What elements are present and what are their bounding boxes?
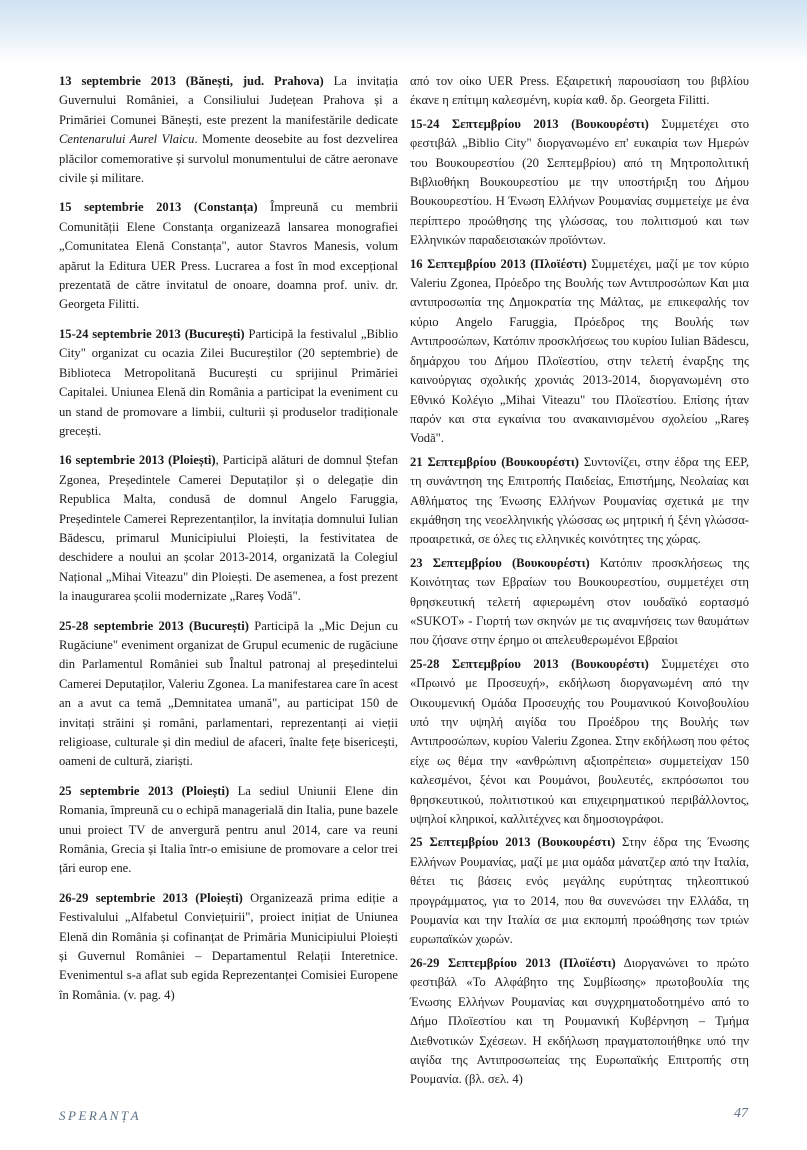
entry: [410, 554, 749, 651]
entry: [59, 72, 398, 188]
entry-date-heading: 25-28 Σεπτεμβρίου 2013 (Βουκουρέστι): [410, 656, 649, 671]
entry: [59, 782, 398, 879]
magazine-title: SPERANȚA: [59, 1108, 142, 1123]
romanian-column: [59, 72, 398, 1094]
entry-text: Συμμετέχει, μαζί με τον κύριο Valeriu Zgonea, Πρόεδρο της Βουλής των Αντιπροσώπων Και μια αντιπροσωπία της Δημοκρατία της Μάλτας, με επικεφαλής τον κύριο Angelo Faruggia, Πρόεδρος της Βουλής των Αντιπροσώπων, Κατόπιν προσκλήσεως του κυρίου Iulian Bădescu, δημάρχου του Δήμου Πλοϊεστίου, στην τελετή έναρξης της καινούργιας σχολικής χρονιάς 2013-2014, διοργανωμένη στο Εθνικό Κολέγιο „Mihai Viteazu" του Πλοϊεστίου. Επίσης ήταν παρόν και στα εγκαίνια του ανακαινισμένου σχολείου „Rareș Vodă".: [410, 256, 749, 446]
entry: [59, 617, 398, 772]
entry: [410, 954, 749, 1090]
entry: [410, 453, 749, 550]
entry-date-heading: 16 Σεπτεμβρίου 2013 (Πλοϊέστι): [410, 256, 587, 271]
entry-date-heading: 21 Σεπτεμβρίου (Βουκουρέστι): [410, 454, 579, 469]
entry-text: Συμμετέχει στο φεστιβάλ „Biblio City" διοργανωμένο επ' ευκαιρία των Ημερών του Βουκουρεστίου (20 Σεπτεμβρίου) από τη Μητροπολιτική Βιβλιοθήκη Βουκουρεστίου με την υποστήριξη του Δήμου Βουκουρεστίου. Η Ένωση Ελλήνων Ρουμανίας συμμετείχε με ένα περίπτερο προώθησης της γλώσσας, του πολιτισμού και των Ελληνικών παραδεισιακών προϊόντων.: [410, 116, 749, 248]
entry-text: Συμμετέχει στο «Πρωινό με Προσευχή», εκδήλωση διοργανωμένη από την Οικουμενική Ομάδα Προσευχής του Ρουμανικού Κοινοβουλίου υπό την υψηλή αιγίδα του Προέδρου της Βουλής των Αντιπροσώπων, κυρίου Valeriu Zgonea. Στην εκδήλωση που φέτος είχε ως θέμα την «ανθρώπινη αξιοπρέπεια» συμμετείχαν 150 καλεσμένοι, ξένοι και Ρουμάνοι, βουλευτές, εκπρόσωποι του θρησκευτικού, πολιτιστικού και επιχειρηματικού περιβάλλοντος, υψηλοί κληρικοί, καλλιτέχνες και δημοσιογράφοι.: [410, 656, 749, 827]
entry-text: . Momente deosebite au fost dezvelirea plăcilor comemorative și survolul monumentului de către aeronave civile și militare.: [59, 132, 398, 186]
entry-date-heading: 25 septembrie 2013 (Ploiești): [59, 783, 230, 798]
article-columns: [59, 72, 749, 1094]
entry: [410, 255, 749, 449]
page-number: 47: [734, 1106, 748, 1121]
entry-text: Participă la „Mic Dejun cu Rugăciune" eveniment organizat de Grupul ecumenic de rugăciune din Parlamentul României sub Înaltul patronaj al președintelui Camerei Deputaților, Valeriu Zgonea. La manifestarea care în acest an a avut ca temă „Demnitatea umană", au participat 150 de invitați străini și români, parlamentari, reprezentanți ai vieții religioase, culturale și din mediul de afaceri, înalte fețe bisericești, oameni de cultură, ziariști.: [59, 618, 398, 769]
entry-text: Στην έδρα της Ένωσης Ελλήνων Ρουμανίας, μαζί με μια ομάδα μάνατζερ από την Ιταλία, θέτει τις βάσεις ενός μεγάλης ευρύτητας τηλεοπτικού προγράμματος, για το 2014, που θα συνενώσει την Ελλάδα, τη Ρουμανία και την Ιταλία σε μια εκπομπή προώθησης των τριών ευρωπαϊκών χωρών.: [410, 835, 749, 947]
greek-column: [410, 72, 749, 1094]
entry-text: , Participă alături de domnul Ștefan Zgonea, Președintele Camerei Deputaților și o delegație din Republica Malta, condusă de domnul Angelo Faruggia, Președintele Camerei Reprezentanților, la invitația domnului Iulian Bădescu, primarul Municipiului Ploiești, la festivitatea de deschidere a noului an școlar 2013-2014, organizată la Colegiul Național „Mihai Viteazu" din Ploiești. De asemenea, a fost prezent la inaugurarea școlii modernizate „Rareș Vodă".: [59, 453, 398, 604]
entry: [59, 198, 398, 314]
entry: [59, 889, 398, 1005]
entry-date-heading: 13 septembrie 2013 (Bănești, jud. Prahova): [59, 74, 324, 88]
entry: [59, 451, 398, 606]
entry-date-heading: 15-24 Σεπτεμβρίου 2013 (Βουκουρέστι): [410, 116, 649, 131]
entry-text: Participă la festivalul „Biblio City" organizat cu ocazia Zilei Bucureștilor (20 septembrie) de Biblioteca Metropolitană București cu sprijinul Primăriei Capitalei. Uniunea Elenă din România a participat la eveniment cu un stand de promovare a limbii, culturii și produselor tradiționale grecești.: [59, 326, 399, 438]
entry-text: από τον οίκο UER Press. Εξαιρετική παρουσίαση του βιβλίου έκανε η επίτιμη καλεσμένη, κυρία καθ. δρ. Georgeta Filitti.: [410, 74, 749, 108]
entry-date-heading: 15 septembrie 2013 (Constanța): [59, 200, 258, 215]
entry: [410, 72, 749, 111]
entry-date-heading: 26-29 Σεπτεμβρίου 2013 (Πλοϊέστι): [410, 955, 616, 970]
entry-text: Κατόπιν προσκλήσεως της Κοινότητας των Εβραίων του Βουκουρεστίου, συμμετέχει στη θρησκευτική τελετή αφιερωμένη στον ιουδαϊκό εορτασμό «SUKOT» - Γιορτή των σκηνών με τις αναμνήσεις των θαυμάτων που ζήσανε στην έρημο οι απελευθερωμένοι Εβραίοι: [410, 555, 749, 648]
entry-date-heading: 26-29 septembrie 2013 (Ploiești): [59, 890, 243, 905]
entry-italic-text: Centenarului Aurel Vlaicu: [59, 132, 195, 147]
entry-date-heading: 25-28 septembrie 2013 (București): [59, 618, 249, 633]
entry-text: Organizează prima ediție a Festivalului „Alfabetul Conviețuirii", proiect inițiat de Uniunea Elenă din România și cofinanțat de Primăria Municipiului Ploiești și Guvernul României – Departamentul Relații Interetnice. Evenimentul s-a aflat sub egida Reprezentanței Comisiei Europene în România. (v. pag. 4): [59, 890, 398, 1002]
entry-text: La invitația Guvernului României, a Consiliului Județean Prahova și a Primăriei Comunei Bănești, este prezent la manifestările dedicate: [59, 74, 398, 127]
entry-date-heading: 23 Σεπτεμβρίου (Βουκουρέστι): [410, 555, 590, 570]
entry-date-heading: 15-24 septembrie 2013 (București): [59, 326, 245, 341]
entry: [410, 655, 749, 830]
entry-date-heading: 25 Σεπτεμβρίου 2013 (Βουκουρέστι): [410, 835, 616, 850]
entry-text: Συντονίζει, στην έδρα της ΕΕΡ, τη συνάντηση της Επιτροπής Παιδείας, Επιστήμης, Νεολαίας και Αθλήματος της Ένωσης Ελλήνων Ρουμανίας σχετικά με την εκμάθηση της νεοελληνικής γλώσσας ως μητρική ή ξένη γλώσσα-προαιρετικά, σε όλες τις ελληνικές κοινότητες της χώρας.: [410, 454, 749, 547]
entry-text: La sediul Uniunii Elene din Romania, împreună cu o echipă managerială din Italia, pune bazele unui proiect TV de anvergură pentru anul 2014, care va reuni România, Grecia și Italia într-o emisiune de promovare a celor trei țări europ ene.: [59, 783, 398, 876]
entry-date-heading: 16 septembrie 2013 (Ploiești): [59, 453, 216, 468]
entry-text: Împreună cu membrii Comunității Elene Constanța organizează lansarea monografiei „Comunitatea Elenă Constanța", autor Stavros Manesis, volum apărut la Editura UER Press. Lucrarea a fost în mod excepțional prezentată de către invitatul de onoare, doamna prof. univ. dr. Georgeta Filitti.: [59, 200, 398, 312]
entry: [410, 833, 749, 949]
entry-text: Διοργανώνει το πρώτο φεστιβάλ «Το Αλφάβητο της Συμβίωσης» πρωτοβουλία της Ένωσης Ελλήνων Ρουμανίας και συγχρηματοδοτημένο από το Δήμο Πλοϊεστίου και τη Ρουμανική Κυβέρνηση – Τμήμα Διεθνοτικών Σχέσεων. Η εκδήλωση πραγματοποιήθηκε υπό την αιγίδα της Αντιπροσωπείας της Ευρωπαϊκής Επιτροπής στη Ρουμανία. (βλ. σελ. 4): [410, 955, 749, 1087]
entry: [59, 325, 398, 441]
header-band: [0, 0, 807, 62]
entry: [410, 115, 749, 251]
